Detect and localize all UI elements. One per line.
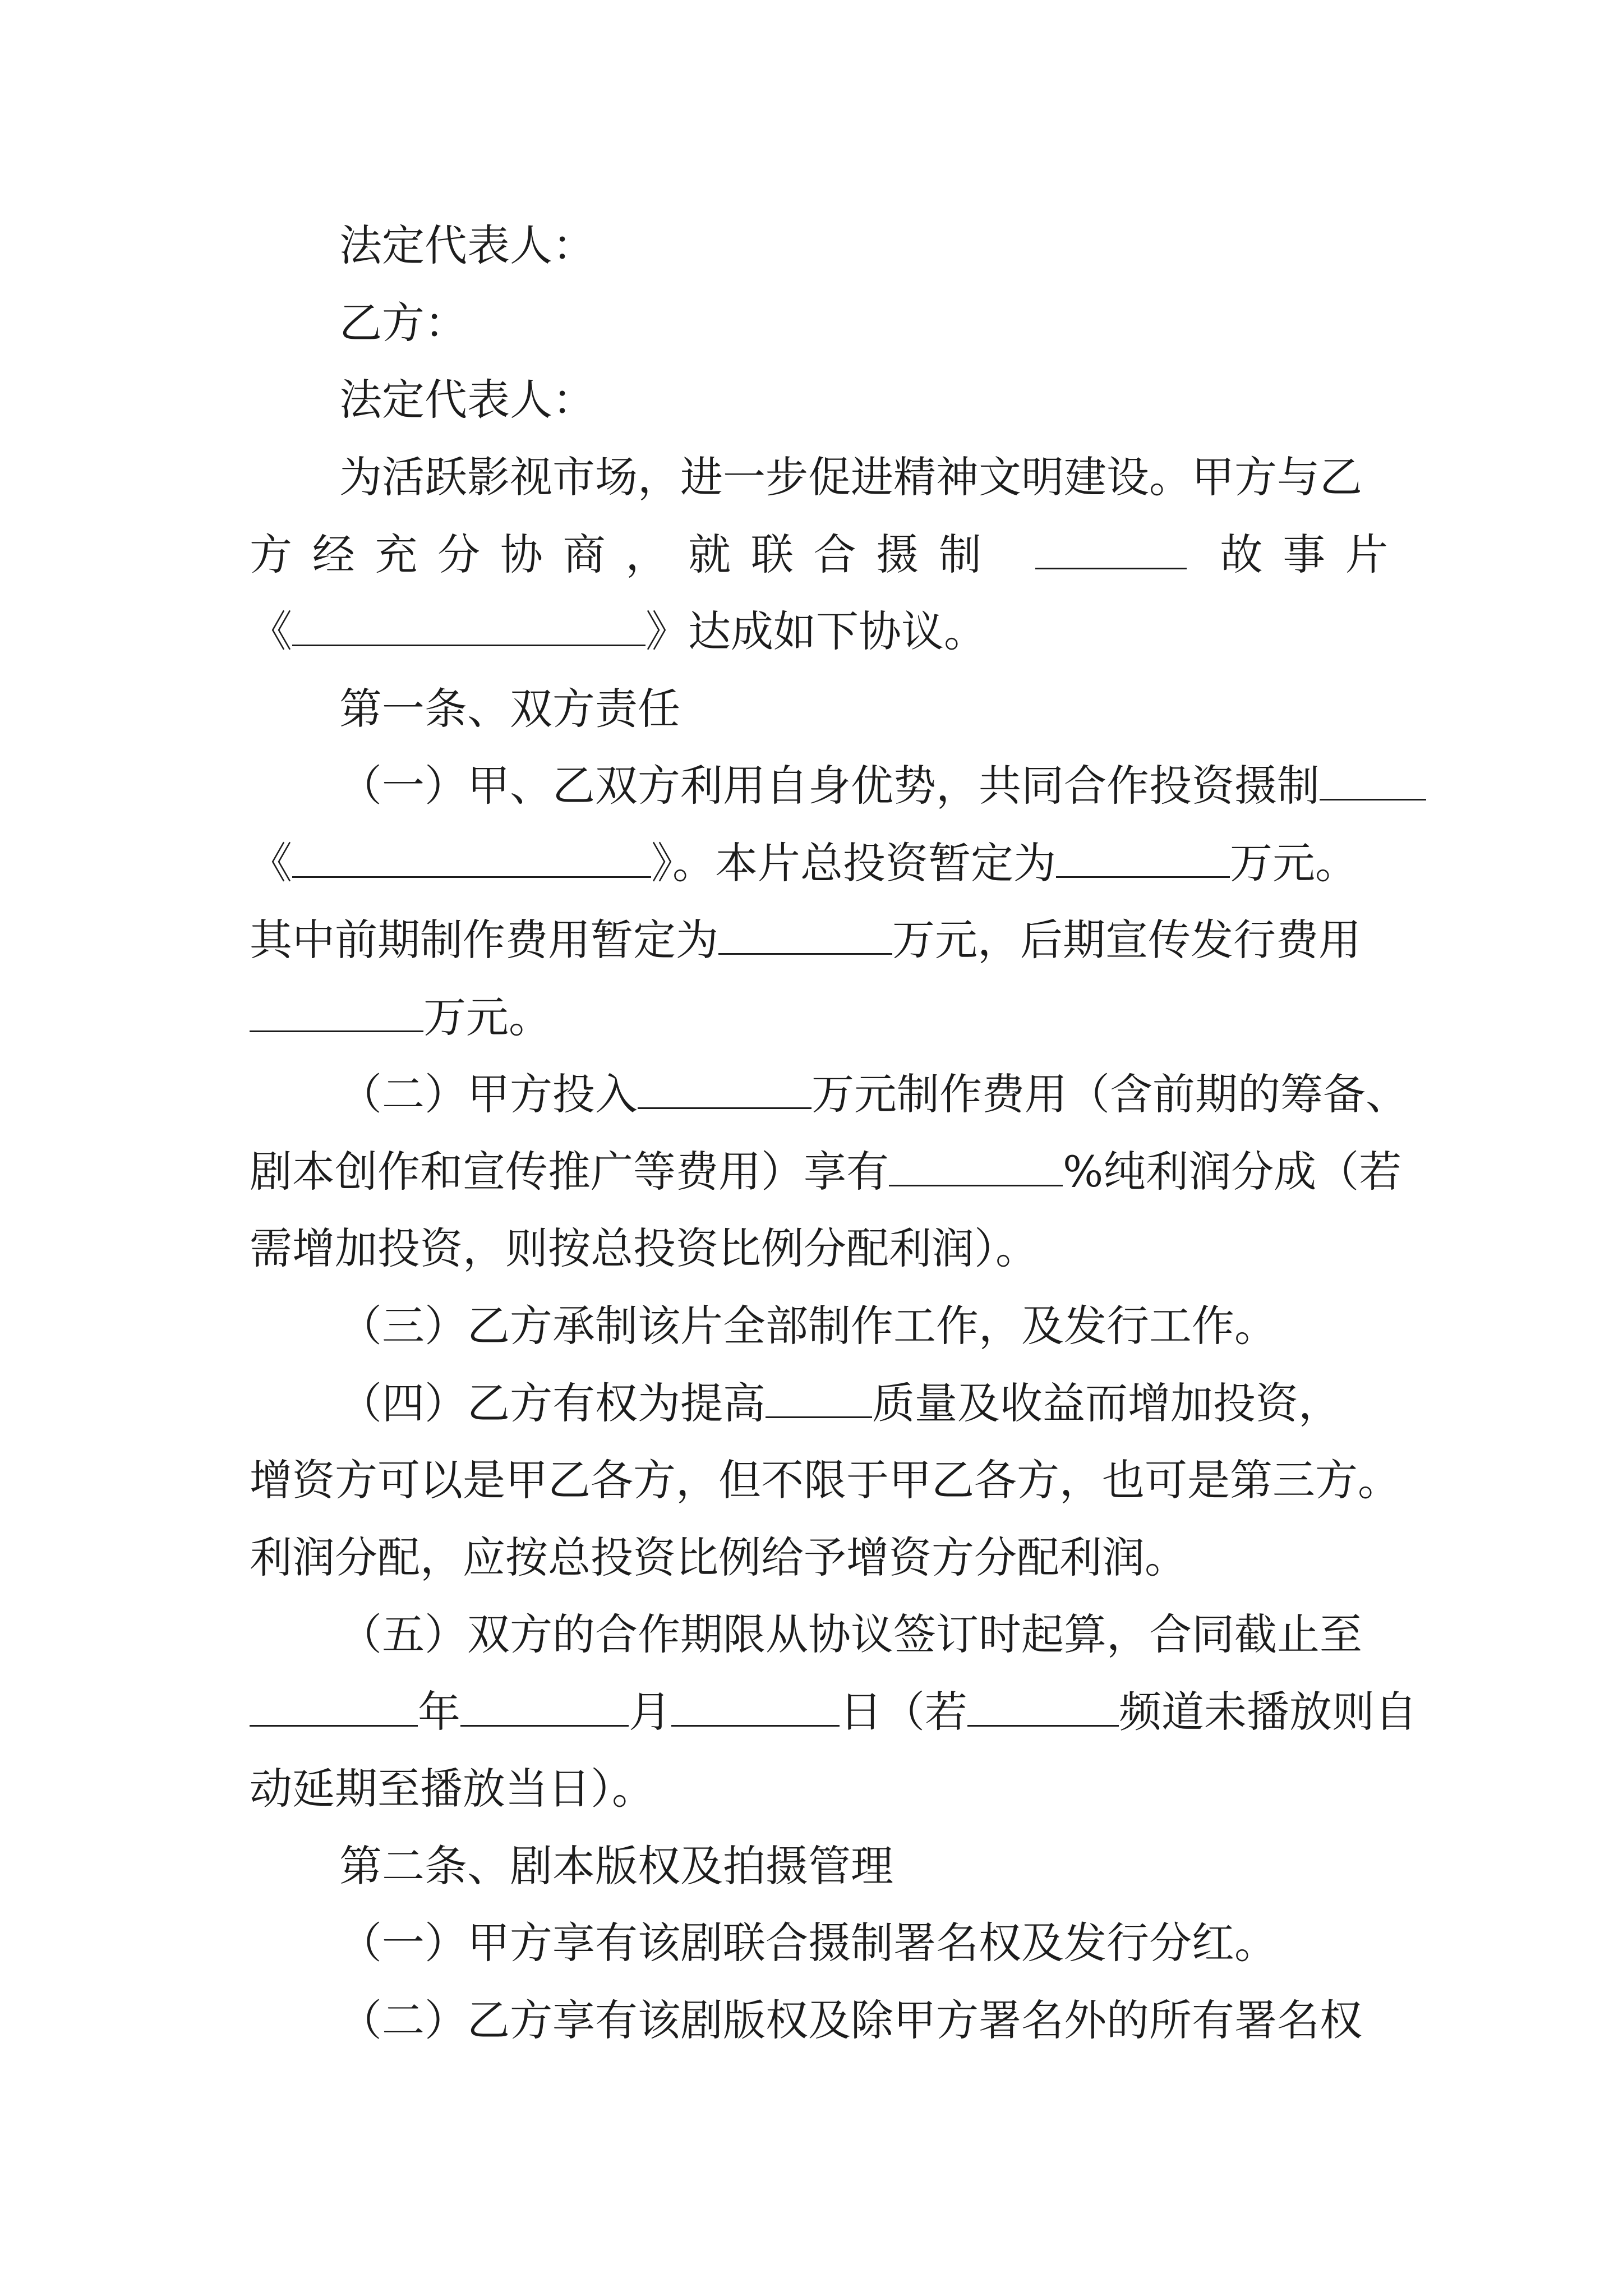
clause-1-2-line-1	[339, 1056, 1408, 1133]
text: 法定代表人：	[339, 375, 595, 425]
text: 增资方可以是甲乙各方，但不限于甲乙各方，也可是第三方。	[250, 1455, 1400, 1505]
blank-field[interactable]	[292, 612, 645, 646]
clause-1-2-line-3	[250, 1211, 1388, 1287]
text: （五）双方的合作期限从协议签订时起算，合同截止至	[339, 1609, 1362, 1659]
legal-rep-b	[339, 362, 1388, 438]
clause-1-1-line-1	[339, 748, 1388, 824]
text: %纯利润分成（若	[1063, 1147, 1402, 1197]
blank-field[interactable]	[766, 1384, 872, 1418]
clause-1-3	[339, 1288, 1388, 1364]
clause-1-4-line-2	[250, 1442, 1400, 1519]
blank-field[interactable]	[967, 1692, 1119, 1727]
text: 日（若	[840, 1687, 967, 1737]
clause-1-1-line-2	[250, 825, 1388, 901]
text: 》达成如下协议。	[645, 606, 986, 656]
text: 利润分配，应按总投资比例给予增资方分配利润。	[250, 1533, 1187, 1582]
text: 为活跃影视市场，进一步促进精神文明建设。甲方与乙	[339, 452, 1362, 502]
text: 万元。	[1230, 838, 1358, 888]
text: 万元制作费用（含前期的筹备、	[811, 1069, 1408, 1119]
text: 第一条、双方责任	[339, 684, 680, 734]
text: （一）甲方享有该剧联合摄制署名权及发行分红。	[339, 1918, 1277, 1968]
clause-1-5-line-2	[250, 1674, 1417, 1750]
article-1-heading	[339, 671, 1388, 747]
text: 频道未播放则自	[1119, 1687, 1417, 1737]
clause-1-2-line-2	[250, 1134, 1402, 1210]
clause-1-1-line-4	[250, 979, 1388, 1056]
article-2-heading	[339, 1828, 1388, 1904]
text: 《	[250, 606, 292, 656]
text: 第二条、剧本版权及拍摄管理	[339, 1841, 893, 1891]
clause-1-5-line-1	[339, 1596, 1388, 1673]
blank-field[interactable]	[718, 921, 892, 955]
clause-1-4-line-3	[250, 1520, 1388, 1596]
text: （一）甲、乙双方利用自身优势，共同合作投资摄制	[339, 761, 1320, 811]
text: 方经充分协商，就联合摄制	[250, 530, 1002, 579]
blank-field[interactable]	[638, 1075, 811, 1109]
blank-field[interactable]	[889, 1152, 1063, 1186]
text: 法定代表人：	[339, 220, 595, 270]
blank-field[interactable]	[250, 998, 423, 1032]
blank-field[interactable]	[671, 1692, 840, 1727]
text: 质量及收益而增加投资，	[872, 1378, 1341, 1428]
text: 《	[250, 838, 292, 888]
legal-rep-a	[339, 208, 1388, 284]
clause-2-1	[339, 1905, 1388, 1981]
text: （二）甲方投入	[339, 1069, 638, 1119]
blank-field[interactable]	[1035, 535, 1187, 569]
text: 剧本创作和宣传推广等费用）享有	[250, 1147, 889, 1197]
text: （四）乙方有权为提高	[339, 1378, 766, 1428]
text: 故事片	[1220, 530, 1388, 579]
blank-field[interactable]	[1056, 844, 1230, 878]
party-b	[339, 285, 1388, 361]
text: 万元，后期宣传发行费用	[892, 915, 1361, 965]
preamble-line-3	[250, 593, 1388, 670]
blank-field[interactable]	[460, 1692, 629, 1727]
blank-field[interactable]	[250, 1692, 418, 1727]
clause-1-1-line-3	[250, 902, 1388, 978]
text: 乙方：	[339, 298, 467, 348]
text: 万元。	[423, 992, 551, 1042]
text: 其中前期制作费用暂定为	[250, 915, 718, 965]
preamble-line-2	[250, 517, 1388, 593]
text: 月	[629, 1687, 671, 1737]
text: （二）乙方享有该剧版权及除甲方署名外的所有署名权	[339, 1995, 1362, 2045]
text: 动延期至播放当日）。	[250, 1764, 654, 1814]
blank-field[interactable]	[292, 844, 651, 878]
preamble-line-1	[339, 439, 1388, 516]
text: 需增加投资，则按总投资比例分配利润）。	[250, 1223, 1038, 1273]
text: 》。本片总投资暂定为	[651, 838, 1056, 888]
text: 年	[418, 1687, 460, 1737]
clause-1-4-line-1	[339, 1365, 1388, 1442]
clause-1-5-line-3	[250, 1751, 1388, 1827]
text: （三）乙方承制该片全部制作工作，及发行工作。	[339, 1301, 1277, 1351]
clause-2-2	[339, 1982, 1388, 2059]
blank-field[interactable]	[1320, 766, 1426, 800]
